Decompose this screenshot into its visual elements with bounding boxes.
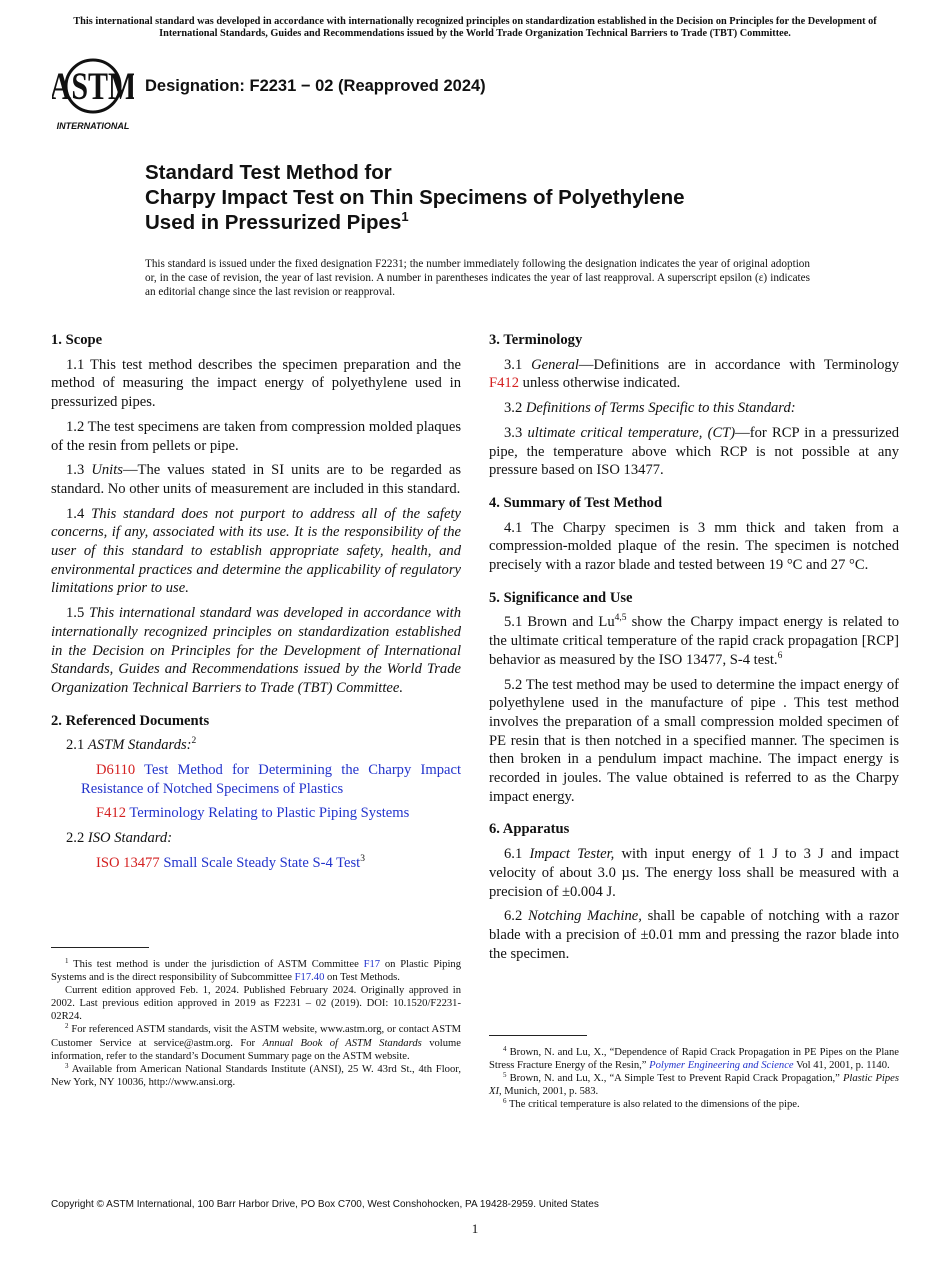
section-heading-referenced: 2. Referenced Documents bbox=[51, 712, 210, 729]
para-1-3 bbox=[51, 461, 461, 498]
reference-code-link[interactable]: D6110 bbox=[96, 762, 136, 779]
para-text: 5.1 Brown and Lu bbox=[504, 614, 615, 631]
footnote-mark: 4 bbox=[503, 1045, 507, 1053]
right-column bbox=[489, 331, 899, 969]
reference-d6110[interactable] bbox=[51, 761, 461, 798]
para-num: 1.5 bbox=[66, 605, 90, 622]
section-heading-summary: 4. Summary of Test Method bbox=[489, 494, 663, 511]
reference-f412[interactable] bbox=[51, 804, 461, 823]
iso-standard-label bbox=[51, 829, 461, 848]
para-text: —Definitions are in accordance with Terminology bbox=[578, 356, 900, 373]
footnote-mark[interactable]: 6 bbox=[777, 650, 783, 661]
para-6-2 bbox=[489, 907, 899, 963]
footnote-text: , Munich, 2001, p. 583. bbox=[499, 1086, 599, 1098]
footnotes-left bbox=[51, 958, 461, 1089]
top-notice: This international standard was developed in accordance with internationally recognized principles on standardization established in the Decision on Principles for the Development of International Standards, Guides and Recommendations issued by the World Trade Organization Technical Barriers to Trade (TBT) Committee. bbox=[73, 16, 877, 39]
para-1-5 bbox=[51, 604, 461, 698]
reference-title-link[interactable]: Terminology Relating to Plastic Piping Systems bbox=[129, 805, 410, 822]
para-text: unless otherwise indicated. bbox=[519, 375, 681, 392]
para-1-4 bbox=[51, 505, 461, 599]
section-heading-scope: 1. Scope bbox=[51, 332, 103, 348]
para-text: This international standard was developed in accordance with internationally recognized principles on standardization established in the Decision on Principles for the Development of International Standards, Guides and Recommendations issued by the World Trade Organization Technical Barriers to Trade (TBT) Committee. bbox=[51, 605, 462, 696]
para-num: 1.4 bbox=[66, 505, 92, 522]
title-line-3-text: Used in Pressurized Pipes bbox=[145, 211, 402, 234]
reference-code-link[interactable]: F412 bbox=[96, 805, 127, 822]
para-text: shall be capable of notching with a razor blade with a precision of ±0.01 mm and pressing the razor blade into the specimen. bbox=[489, 908, 899, 962]
document-title bbox=[145, 160, 845, 235]
footnote-text: Vol 41, 2001, p. 1140. bbox=[793, 1060, 890, 1072]
term: Impact Tester, bbox=[529, 846, 615, 863]
reference-iso-13477[interactable] bbox=[51, 854, 461, 873]
page-number: 1 bbox=[471, 1221, 479, 1236]
para-6-1 bbox=[489, 845, 899, 901]
title-line-3 bbox=[145, 210, 845, 235]
footnote-mark: 1 bbox=[65, 957, 69, 965]
title-line-2: Charpy Impact Test on Thin Specimens of Polyethylene bbox=[145, 186, 685, 209]
footnote-divider-right bbox=[489, 1035, 587, 1036]
footnote-mark[interactable]: 2 bbox=[191, 736, 197, 747]
footnote-mark[interactable]: 4,5 bbox=[614, 613, 627, 624]
para-1-1: 1.1 This test method describes the specimen preparation and the method of measuring the impact energy of polyethylene used in pressurized pipes. bbox=[51, 356, 461, 411]
term: Definitions of Terms Specific to this Standard: bbox=[525, 400, 796, 417]
label: ISO Standard: bbox=[87, 830, 173, 847]
para-5-1 bbox=[489, 613, 899, 669]
title-footnote-mark[interactable]: 1 bbox=[401, 209, 409, 224]
para-1-2: 1.2 The test specimens are taken from compression molded plaques of the resin from pellets or pipe. bbox=[51, 418, 461, 454]
footnote-divider-left bbox=[51, 947, 149, 948]
footnote-3 bbox=[51, 1063, 461, 1089]
footnote-text: This test method is under the jurisdiction of ASTM Committee bbox=[68, 959, 364, 970]
para-text: with input energy of 1 J to 3 J and impact velocity of about 3.0 µs. The energy loss shall be measured with a precision of ±0.004 J. bbox=[489, 846, 900, 900]
footnote-2 bbox=[51, 1023, 461, 1062]
para-3-1 bbox=[489, 356, 899, 393]
term: General bbox=[531, 356, 579, 373]
term: Units bbox=[91, 462, 123, 479]
reference-code-link[interactable]: ISO 13477 bbox=[96, 854, 160, 871]
iso-reference-list bbox=[51, 854, 461, 873]
issuance-statement: This standard is issued under the fixed designation F2231; the number immediately following the designation indicates the year of original adoption or, in the case of revision, the year of last revision. A number in parentheses indicates the year of last reapproval. A superscript epsilon (ε) indicates an editorial change since the last revision or reapproval. bbox=[145, 258, 810, 299]
section-heading-significance: 5. Significance and Use bbox=[489, 589, 633, 606]
footnote-italic: Annual Book of ASTM Standards bbox=[262, 1037, 422, 1049]
para-text: This standard does not purport to address all of the safety concerns, if any, associated with its use. It is the responsibility of the user of this standard to establish appropriate safety, health, and environmental practices and determine the applicability of regulatory limitations prior to use. bbox=[51, 505, 461, 597]
para-num: 3.2 bbox=[504, 400, 526, 417]
footnote-italic: Plastic Pipes XI bbox=[489, 1073, 899, 1098]
section-heading-apparatus: 6. Apparatus bbox=[489, 821, 570, 838]
label: ASTM Standards: bbox=[87, 737, 192, 754]
footnote-text: The critical temperature is also related to the dimensions of the pipe. bbox=[506, 1099, 800, 1111]
para-num: 6.1 bbox=[504, 846, 530, 863]
f412-link[interactable]: F412 bbox=[489, 375, 520, 392]
designation: Designation: F2231 − 02 (Reapproved 2024) bbox=[145, 77, 486, 95]
para-3-3 bbox=[489, 424, 899, 480]
para-num: 2.2 bbox=[66, 830, 88, 847]
para-num: 1.3 bbox=[66, 462, 92, 479]
para-3-2 bbox=[489, 399, 899, 418]
journal-link[interactable]: Polymer Engineering and Science bbox=[649, 1060, 794, 1072]
footnote-text: on Plastic Piping Systems and is the direct responsibility of Subcommittee bbox=[51, 959, 461, 984]
para-text: —for RCP in a pressurized pipe, the temperature above which RCP is not possible at any pressure based on ISO 13477. bbox=[489, 424, 900, 479]
footnote-1 bbox=[51, 958, 461, 984]
section-heading-terminology: 3. Terminology bbox=[489, 332, 583, 348]
footnote-5 bbox=[489, 1072, 899, 1098]
para-num: 2.1 bbox=[66, 737, 88, 754]
footnote-text: on Test Methods. bbox=[324, 972, 400, 984]
committee-f17-link[interactable]: F17 bbox=[363, 959, 381, 970]
para-num: 6.2 bbox=[504, 908, 528, 925]
astm-logo bbox=[52, 56, 134, 134]
para-num: 3.3 bbox=[504, 424, 528, 441]
para-text: —The values stated in SI units are to be regarded as standard. No other units of measurement are included in this standard. bbox=[51, 462, 461, 497]
subcommittee-f17-40-link[interactable]: F17.40 bbox=[294, 972, 325, 984]
astm-standards-label bbox=[51, 736, 461, 755]
para-text: show the Charpy impact energy is related to the ultimate critical temperature of the rapid crack propagation [RCP] behavior as measured by the ISO 13477, S-4 test. bbox=[489, 614, 900, 668]
footnote-6 bbox=[489, 1098, 899, 1111]
reference-title-link[interactable]: Test Method for Determining the Charpy Impact Resistance of Notched Specimens of Plastics bbox=[81, 762, 461, 797]
footnote-text: For referenced ASTM standards, visit the ASTM website, www.astm.org, or contact ASTM Customer Service at service@astm.org. For bbox=[51, 1024, 461, 1049]
term: ultimate critical temperature, (CT) bbox=[527, 424, 736, 441]
reference-title-link[interactable]: Small Scale Steady State S-4 Test bbox=[163, 854, 361, 871]
para-5-2: 5.2 The test method may be used to determine the impact energy of polyethylene used in the manufacture of pipe . This test method involves the preparation of a small compression molded specimen of PE resin that is then notched in a specified manner. The specimen is then broken in a pendulum impact machine. The impact energy is recorded in joules. The value obtained is referred to as the Charpy impact energy. bbox=[489, 676, 899, 805]
footnote-text: Brown, N. and Lu, X., “Dependence of Rapid Crack Propagation in PE Pipes on the Plane Stress Fracture Energy of the Resin,” bbox=[489, 1047, 899, 1072]
footnote-mark: 3 bbox=[65, 1061, 69, 1070]
footnote-text: volume information, refer to the standard’s Document Summary page on the ASTM website. bbox=[51, 1037, 461, 1062]
logo-wordmark: INTERNATIONAL bbox=[56, 121, 130, 131]
left-column bbox=[51, 331, 461, 879]
astm-reference-list bbox=[51, 761, 461, 823]
footnote-mark: 6 bbox=[503, 1097, 507, 1106]
footnote-text: Brown, N. and Lu, X., “A Simple Test to Prevent Rapid Crack Propagation,” bbox=[506, 1073, 843, 1085]
footnote-mark: 2 bbox=[65, 1022, 69, 1031]
astm-logo-icon bbox=[52, 56, 134, 134]
title-line-1: Standard Test Method for bbox=[145, 161, 392, 184]
footnote-mark[interactable]: 3 bbox=[360, 853, 365, 864]
footnote-text: Available from American National Standards Institute (ANSI), 25 W. 43rd St., 4th Floor, New York, NY 10036, http://www.ansi.org. bbox=[51, 1063, 461, 1088]
logo-letters: ASTM bbox=[52, 64, 134, 108]
para-num: 3.1 bbox=[504, 356, 532, 373]
footnote-4 bbox=[489, 1046, 899, 1072]
term: Notching Machine, bbox=[527, 908, 642, 925]
footnote-mark: 5 bbox=[503, 1071, 507, 1080]
footnotes-right bbox=[489, 1046, 899, 1111]
footnote-1-edition: Current edition approved Feb. 1, 2024. Published February 2024. Originally approved in 2002. Last previous edition approved in 2019 as F2231 – 02 (2019). DOI: 10.1520/F2231-02R24. bbox=[51, 985, 461, 1023]
para-4-1: 4.1 The Charpy specimen is 3 mm thick and taken from a compression-molded plaque of the resin. The specimen is notched precisely with a razor blade and tested between 19 °C and 27 °C. bbox=[489, 519, 899, 574]
copyright-line: Copyright © ASTM International, 100 Barr Harbor Drive, PO Box C700, West Conshohocken, PA 19428-2959. United States bbox=[51, 1199, 599, 1210]
